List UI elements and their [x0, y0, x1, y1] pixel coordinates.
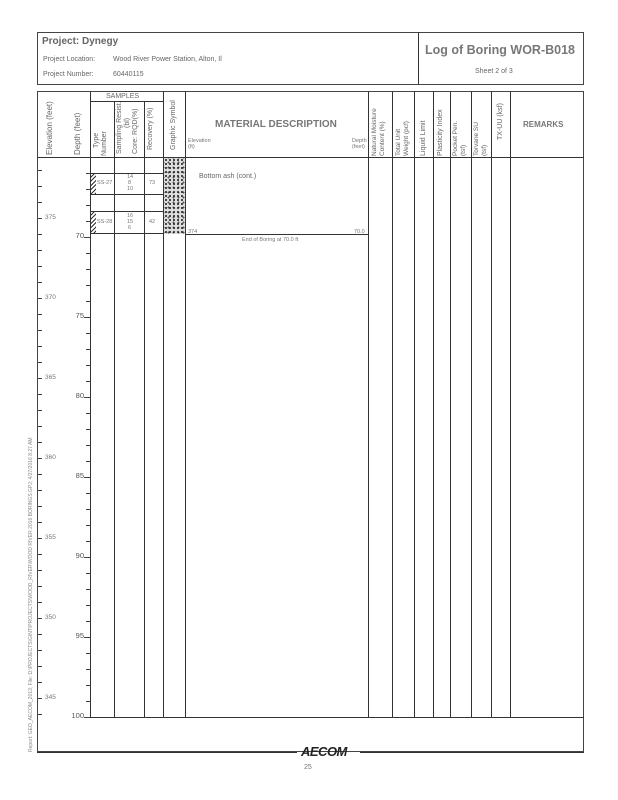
depth-tick	[86, 541, 90, 542]
depth-tick	[86, 333, 90, 334]
moisture-header: Natural Moisture Content (%)	[371, 108, 386, 156]
liquid-limit-header: Liquid Limit	[420, 120, 427, 156]
log-title: Log of Boring WOR-B018	[425, 43, 575, 57]
elevation-tick	[37, 378, 42, 379]
elevation-tick	[37, 522, 42, 523]
elevation-label: 345	[45, 694, 56, 701]
end-of-boring-text: End of Boring at 70.0 ft	[242, 237, 299, 243]
samples-subheader-line	[90, 101, 163, 102]
elevation-tick	[37, 330, 42, 331]
elevation-tick	[37, 298, 42, 299]
elevation-tick	[37, 490, 42, 491]
material-text: Bottom ash (cont.)	[199, 173, 257, 180]
elevation-tick	[37, 394, 42, 395]
sample-hatch	[90, 173, 96, 194]
depth-tick	[84, 477, 90, 478]
sheet-number: Sheet 2 of 3	[475, 68, 513, 75]
unit-weight-header: Total Unit Weight (pcf)	[395, 121, 410, 156]
end-depth: 70.0	[354, 229, 365, 235]
depth-tick	[86, 669, 90, 670]
sample-type: SS-28	[97, 219, 113, 225]
elevation-tick	[37, 186, 42, 187]
elevation-tick	[37, 650, 42, 651]
depth-tick	[86, 189, 90, 190]
sample-resist: 14	[127, 174, 134, 180]
sample-recovery: 73	[149, 180, 156, 186]
elevation-tick	[37, 426, 42, 427]
project-name: Project: Dynegy	[42, 36, 119, 47]
elevation-tick	[37, 506, 42, 507]
elevation-tick	[37, 234, 42, 235]
rqd-header: Core: RQD(%)	[132, 108, 139, 154]
depth-tick	[86, 493, 90, 494]
elevation-label: 375	[45, 214, 56, 221]
depth-label: 90	[75, 551, 84, 560]
elevation-tick	[37, 570, 42, 571]
project-location-value: Wood River Power Station, Alton, Il	[113, 56, 222, 63]
elevation-label: 360	[45, 454, 56, 461]
depth-tick	[84, 557, 90, 558]
sample-resist: 10	[127, 186, 134, 192]
depth-tick	[86, 349, 90, 350]
depth-tick	[84, 637, 90, 638]
material-description-header: MATERIAL DESCRIPTION	[215, 119, 337, 130]
torvane-header: Torvane SU (tsf)	[473, 122, 488, 156]
remarks-header: REMARKS	[523, 120, 564, 129]
depth-tick	[86, 381, 90, 382]
depth-label: 75	[75, 311, 84, 320]
resist-header: Sampling Resist.	[116, 101, 123, 154]
plasticity-header: Plasticity Index	[437, 109, 444, 156]
elevation-tick	[37, 602, 42, 603]
footer-line-right	[360, 752, 584, 753]
depth-tick	[86, 525, 90, 526]
elevation-tick	[37, 410, 42, 411]
depth-label: 100	[71, 711, 84, 720]
elevation-tick	[37, 458, 42, 459]
elevation-tick	[37, 666, 42, 667]
col-line-txuu	[510, 91, 511, 717]
txuu-header: TX-UU (ksf)	[497, 103, 504, 140]
elevation-tick	[37, 538, 42, 539]
col-line-moisture	[392, 91, 393, 717]
elevation-subheader: Elevation	[188, 138, 211, 144]
elevation-tick	[37, 250, 42, 251]
depth-tick	[84, 717, 90, 718]
depth-tick	[86, 509, 90, 510]
sample-resist: 6	[128, 225, 132, 231]
sample-hatch	[90, 211, 96, 233]
elevation-tick	[37, 266, 42, 267]
elevation-tick	[37, 682, 42, 683]
depth-tick	[86, 221, 90, 222]
elevation-tick	[37, 218, 42, 219]
elevation-tick	[37, 170, 42, 171]
sample-resist: 16	[127, 213, 134, 219]
col-line-plasticity	[450, 91, 451, 717]
depth-tick	[86, 653, 90, 654]
depth-tick	[86, 445, 90, 446]
elevation-tick	[37, 442, 42, 443]
column-header-bottom	[37, 157, 584, 158]
elevation-label: 365	[45, 374, 56, 381]
elevation-tick	[37, 554, 42, 555]
elevation-header: Elevation (feet)	[45, 101, 54, 155]
number-header: Number	[101, 131, 108, 156]
footer-line-left	[37, 752, 297, 753]
depth-tick	[86, 285, 90, 286]
col-line-liquid	[433, 91, 434, 717]
depth-tick	[86, 685, 90, 686]
elevation-tick	[37, 282, 42, 283]
col-line-graphic	[185, 91, 186, 717]
elevation-tick	[37, 586, 42, 587]
recovery-header: Recovery (%)	[147, 107, 154, 150]
elevation-tick	[37, 634, 42, 635]
depth-tick	[84, 237, 90, 238]
end-of-boring-line	[185, 234, 368, 235]
elevation-label: 355	[45, 534, 56, 541]
depth-tick	[84, 397, 90, 398]
depth-tick	[86, 605, 90, 606]
depth-tick	[86, 429, 90, 430]
samples-header: SAMPLES	[106, 93, 140, 100]
pocket-pen-header: Pocket Pen. (tsf)	[452, 120, 467, 156]
page-number: 25	[304, 764, 312, 771]
elevation-tick	[37, 618, 42, 619]
col-line-unitweight	[414, 91, 415, 717]
col-line-pocket	[471, 91, 472, 717]
depth-header: Depth (feet)	[73, 112, 82, 155]
depth-label: 70	[75, 231, 84, 240]
data-area-bottom	[90, 717, 584, 718]
depth-tick	[84, 317, 90, 318]
elevation-tick	[37, 362, 42, 363]
depth-tick	[86, 573, 90, 574]
depth-tick	[86, 413, 90, 414]
sample-resist: 15	[127, 219, 134, 225]
aecom-logo: AECOM	[301, 744, 347, 759]
depth-tick	[86, 269, 90, 270]
end-elevation: 374	[188, 229, 198, 235]
sample-type: SS-27	[97, 180, 113, 186]
depth-tick	[86, 253, 90, 254]
col-line-torvane	[491, 91, 492, 717]
graphic-header: Graphic Symbol	[170, 100, 177, 150]
project-location-label: Project Location:	[43, 56, 96, 63]
depth-label: 95	[75, 631, 84, 640]
elevation-tick	[37, 346, 42, 347]
depth-tick	[86, 365, 90, 366]
sample-resist: 8	[128, 180, 132, 186]
elevation-tick	[37, 698, 42, 699]
elevation-tick	[37, 314, 42, 315]
depth-subheader: Depth	[352, 138, 367, 144]
col-line-desc	[368, 91, 369, 717]
blows-header: (bl)	[124, 117, 131, 128]
log-table	[37, 91, 584, 752]
header-divider	[418, 32, 419, 85]
elevation-tick	[37, 714, 42, 715]
depth-tick	[86, 301, 90, 302]
depth-tick	[86, 205, 90, 206]
depth-tick	[86, 173, 90, 174]
project-number-label: Project Number:	[43, 71, 94, 78]
elevation-label: 350	[45, 614, 56, 621]
depth-tick	[86, 461, 90, 462]
type-header: Type	[93, 132, 100, 148]
elevation-tick	[37, 202, 42, 203]
depth-subheader-unit: (feet)	[352, 144, 365, 150]
depth-tick	[86, 589, 90, 590]
depth-label: 85	[75, 471, 84, 480]
depth-tick	[86, 621, 90, 622]
depth-tick	[86, 701, 90, 702]
elevation-tick	[37, 474, 42, 475]
project-number-value: 60440115	[113, 71, 144, 78]
elevation-label: 370	[45, 294, 56, 301]
depth-label: 80	[75, 391, 84, 400]
elevation-subheader-unit: (ft)	[188, 144, 195, 150]
bottom-ash-graphic	[164, 158, 185, 234]
sample-recovery: 42	[149, 219, 156, 225]
report-file-path: Report: GEO_AECOM_2013; File: D:\PROJECTS\GINT\PROJECTS\WOOD_RIVER\WOOD RIVER 2016 BORINGS.GPJ; 4/27/2016 8:27 AM	[28, 437, 34, 752]
